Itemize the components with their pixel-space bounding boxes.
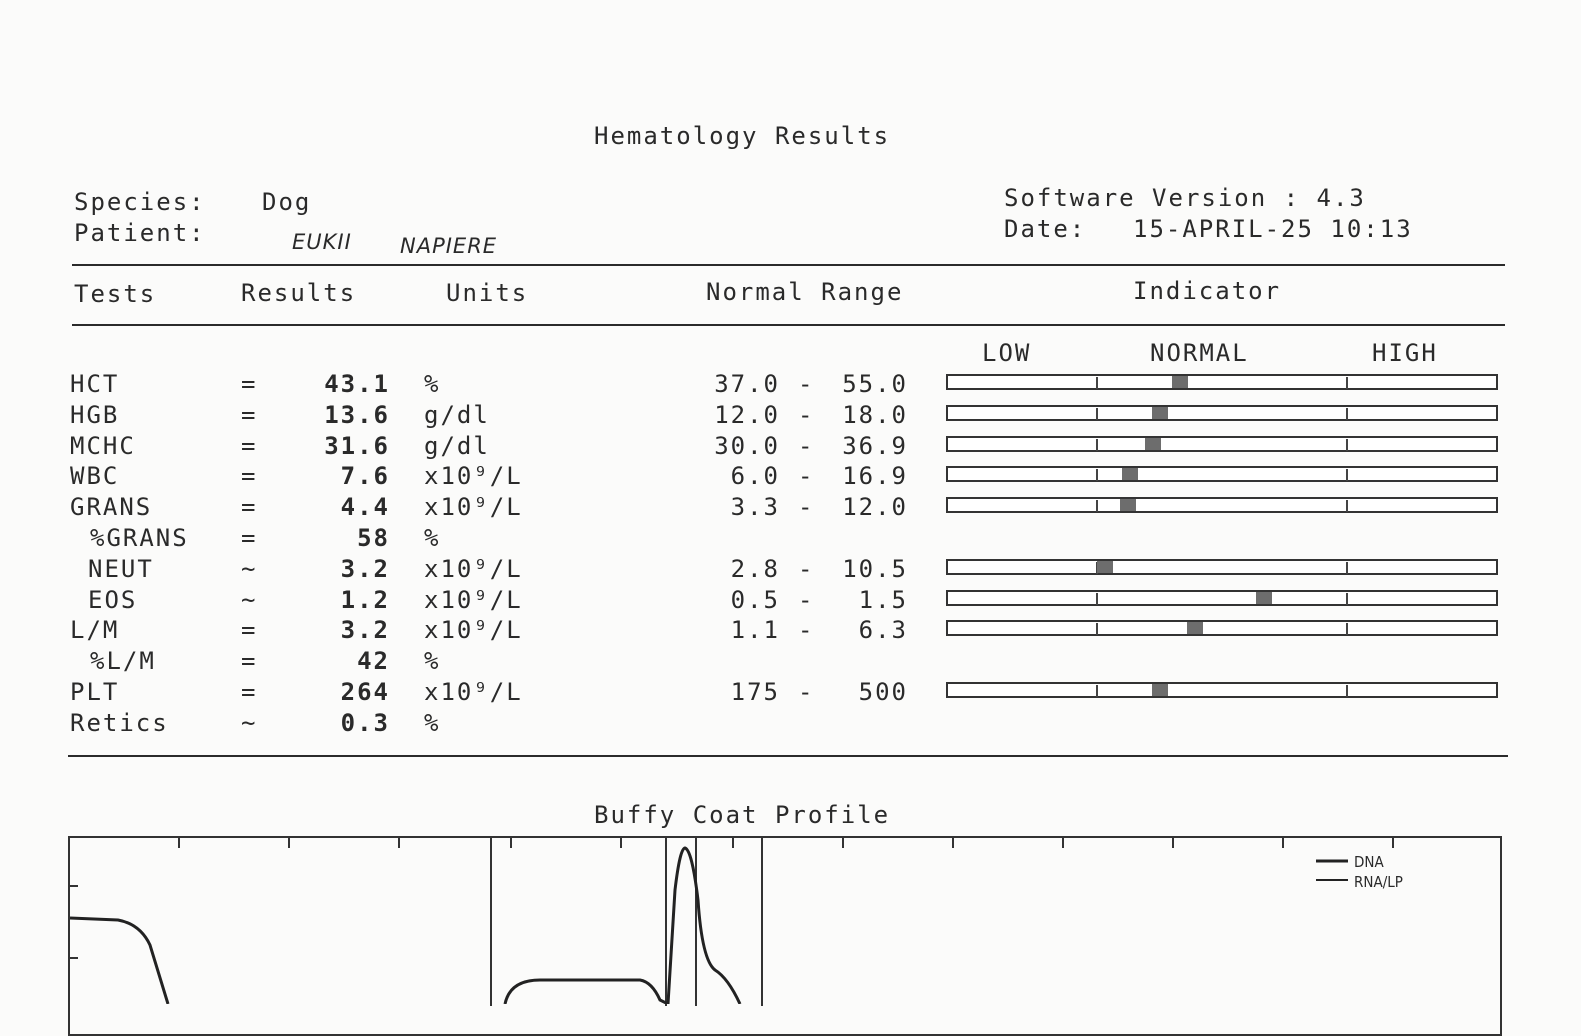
test-name: HGB: [70, 401, 120, 429]
result-value: 13.6: [324, 401, 390, 429]
range-low: 0.5: [730, 586, 780, 614]
range-low: 12.0: [714, 401, 780, 429]
indicator-divider: [1096, 377, 1098, 389]
indicator-high-label: HIGH: [1372, 339, 1438, 367]
range-high: 55.0: [842, 370, 908, 398]
indicator-divider: [1346, 685, 1348, 697]
indicator-divider: [1096, 685, 1098, 697]
plot-divider: [761, 836, 763, 1006]
range-low: 3.3: [730, 493, 780, 521]
indicator-bar: [946, 497, 1498, 513]
range-dash: -: [798, 370, 815, 398]
operator: =: [241, 401, 258, 429]
indicator-divider: [1096, 408, 1098, 420]
plot-tick: [510, 836, 512, 848]
indicator-marker: [1120, 499, 1136, 511]
indicator-bar: [946, 590, 1498, 606]
test-name: MCHC: [70, 432, 136, 460]
test-name: NEUT: [88, 555, 154, 583]
unit: x10⁹/L: [424, 616, 523, 644]
result-value: 58: [357, 524, 390, 552]
report-title: Hematology Results: [594, 122, 891, 150]
unit: %: [424, 709, 441, 737]
test-name: %GRANS: [90, 524, 189, 552]
indicator-divider: [1096, 500, 1098, 512]
indicator-marker: [1152, 684, 1168, 696]
range-high: 36.9: [842, 432, 908, 460]
operator: =: [241, 432, 258, 460]
buffy-coat-plot: [68, 836, 1502, 1036]
range-high: 500: [858, 678, 908, 706]
plot-tick: [1062, 836, 1064, 848]
operator: =: [241, 678, 258, 706]
operator: ~: [241, 586, 258, 614]
unit: %: [424, 370, 441, 398]
indicator-bar: [946, 559, 1498, 575]
range-dash: -: [798, 493, 815, 521]
test-name: %L/M: [90, 647, 156, 675]
patient-first-name: EUKII: [292, 230, 352, 254]
species-value: Dog: [262, 188, 312, 216]
range-high: 10.5: [842, 555, 908, 583]
software-version: Software Version : 4.3: [1004, 184, 1366, 212]
indicator-normal-label: NORMAL: [1150, 339, 1249, 367]
result-value: 4.4: [340, 493, 390, 521]
indicator-divider: [1346, 562, 1348, 574]
operator: =: [241, 524, 258, 552]
indicator-divider: [1346, 500, 1348, 512]
test-name: WBC: [70, 462, 120, 490]
plot-divider: [490, 836, 492, 1006]
range-dash: -: [798, 555, 815, 583]
operator: ~: [241, 709, 258, 737]
test-name: Retics: [70, 709, 169, 737]
indicator-bar: [946, 682, 1498, 698]
indicator-marker: [1187, 622, 1203, 634]
plot-tick: [1282, 836, 1284, 848]
range-low: 1.1: [730, 616, 780, 644]
unit: x10⁹/L: [424, 555, 523, 583]
date-label: Date:: [1004, 215, 1087, 243]
unit: x10⁹/L: [424, 586, 523, 614]
range-high: 1.5: [858, 586, 908, 614]
plot-tick: [178, 836, 180, 848]
header-results: Results: [241, 279, 357, 307]
indicator-bar: [946, 374, 1498, 390]
range-dash: -: [798, 586, 815, 614]
range-dash: -: [798, 678, 815, 706]
species-label: Species:: [74, 188, 206, 216]
unit: %: [424, 524, 441, 552]
header-normal-range: Normal Range: [706, 278, 904, 306]
legend-dna-label: DNA: [1354, 853, 1384, 871]
range-dash: -: [798, 616, 815, 644]
indicator-divider: [1096, 593, 1098, 605]
unit: g/dl: [424, 432, 490, 460]
indicator-bar: [946, 466, 1498, 482]
range-high: 18.0: [842, 401, 908, 429]
plot-tick: [1172, 836, 1174, 848]
result-value: 42: [357, 647, 390, 675]
unit: %: [424, 647, 441, 675]
plot-tick: [732, 836, 734, 848]
indicator-marker: [1256, 592, 1272, 604]
header-units: Units: [446, 279, 529, 307]
indicator-marker: [1152, 407, 1168, 419]
range-dash: -: [798, 432, 815, 460]
indicator-marker: [1122, 468, 1138, 480]
plot-tick: [398, 836, 400, 848]
indicator-marker: [1097, 561, 1113, 573]
indicator-bar: [946, 620, 1498, 636]
indicator-divider: [1096, 439, 1098, 451]
plot-tick: [842, 836, 844, 848]
header-tests: Tests: [74, 280, 157, 308]
indicator-bar: [946, 405, 1498, 421]
results-bottom-rule: [68, 755, 1508, 757]
header-top-rule: [72, 264, 1505, 266]
plot-tick: [1392, 836, 1394, 848]
indicator-divider: [1346, 408, 1348, 420]
test-name: EOS: [88, 586, 138, 614]
operator: =: [241, 370, 258, 398]
indicator-divider: [1346, 377, 1348, 389]
result-value: 264: [340, 678, 390, 706]
date-value: 15-APRIL-25 10:13: [1133, 215, 1413, 243]
indicator-marker: [1172, 376, 1188, 388]
legend-rna-label: RNA/LP: [1354, 873, 1403, 891]
indicator-divider: [1346, 593, 1348, 605]
plot-tick: [620, 836, 622, 848]
indicator-bar: [946, 436, 1498, 452]
plot-tick: [288, 836, 290, 848]
range-high: 12.0: [842, 493, 908, 521]
range-dash: -: [798, 401, 815, 429]
plot-divider: [665, 836, 667, 1006]
plot-tick: [952, 836, 954, 848]
range-low: 30.0: [714, 432, 780, 460]
range-low: 2.8: [730, 555, 780, 583]
range-low: 6.0: [730, 462, 780, 490]
indicator-low-label: LOW: [982, 339, 1032, 367]
test-name: PLT: [70, 678, 120, 706]
operator: =: [241, 647, 258, 675]
indicator-divider: [1346, 623, 1348, 635]
indicator-marker: [1145, 438, 1161, 450]
operator: ~: [241, 555, 258, 583]
indicator-divider: [1346, 439, 1348, 451]
test-name: HCT: [70, 370, 120, 398]
result-value: 3.2: [340, 616, 390, 644]
result-value: 0.3: [340, 709, 390, 737]
result-value: 1.2: [340, 586, 390, 614]
header-bottom-rule: [72, 324, 1505, 326]
header-indicator: Indicator: [1133, 277, 1282, 305]
range-high: 16.9: [842, 462, 908, 490]
test-name: GRANS: [70, 493, 153, 521]
test-name: L/M: [70, 616, 120, 644]
plot-divider: [695, 836, 697, 1006]
patient-label: Patient:: [74, 219, 206, 247]
buffy-coat-title: Buffy Coat Profile: [594, 801, 891, 829]
operator: =: [241, 493, 258, 521]
unit: x10⁹/L: [424, 493, 523, 521]
indicator-divider: [1096, 623, 1098, 635]
indicator-divider: [1096, 469, 1098, 481]
operator: =: [241, 616, 258, 644]
result-value: 7.6: [340, 462, 390, 490]
result-value: 43.1: [324, 370, 390, 398]
unit: x10⁹/L: [424, 678, 523, 706]
result-value: 31.6: [324, 432, 390, 460]
indicator-divider: [1346, 469, 1348, 481]
range-dash: -: [798, 462, 815, 490]
patient-last-name: NAPIERE: [400, 234, 498, 258]
range-low: 175: [730, 678, 780, 706]
unit: x10⁹/L: [424, 462, 523, 490]
result-value: 3.2: [340, 555, 390, 583]
range-high: 6.3: [858, 616, 908, 644]
operator: =: [241, 462, 258, 490]
unit: g/dl: [424, 401, 490, 429]
range-low: 37.0: [714, 370, 780, 398]
